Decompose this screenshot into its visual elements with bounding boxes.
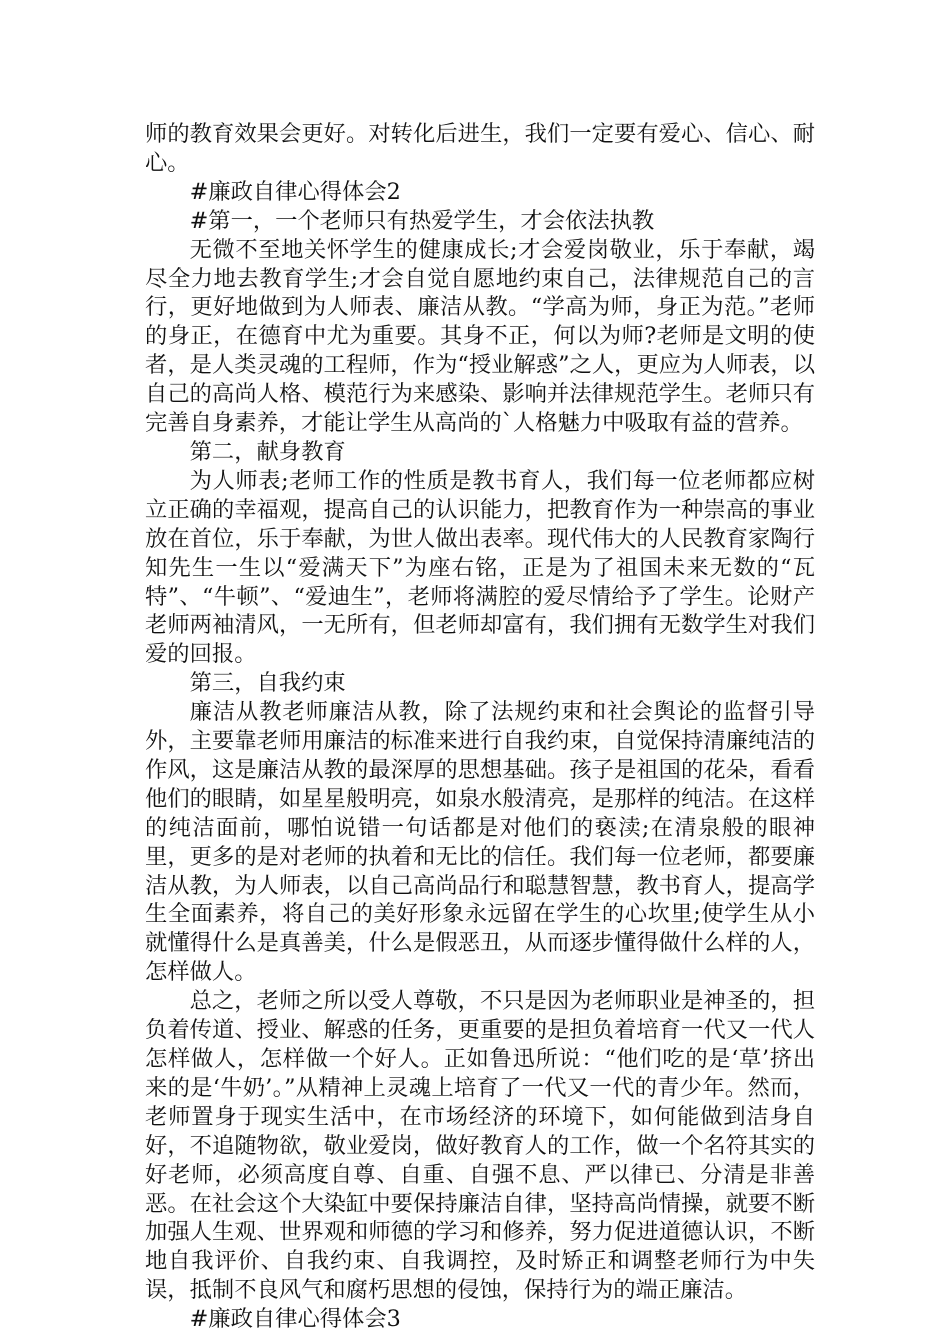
paragraph-body: 无微不至地关怀学生的健康成长;才会爱岗敬业，乐于奉献，竭尽全力地去教育学生;才会自觉自愿地约束自己，法律规范自己的言行，更好地做到为人师表、廉洁从教。“学高为师，身正为范。”老师的身正，在德育中尤为重要。其身不正，何以为师?老师是文明的使者，是人类灵魂的工程师，作为“授业解惑”之人，更应为人师表，以自己的高尚人格、模范行为来感染、影响并法律规范学生。老师只有完善自身素养，才能让学生从高尚的`人格魅力中吸取有益的营养。 <box>145 236 815 437</box>
subheading-third: 第三，自我约束 <box>189 670 346 697</box>
paragraph-body: 廉洁从教老师廉洁从教，除了法规约束和社会舆论的监督引导外，主要靠老师用廉洁的标准来进行自我约束，自觉保持清廉纯洁的作风，这是廉洁从教的最深厚的思想基础。孩子是祖国的花朵，看看他们的眼睛，如星星般明亮，如泉水般清亮，是那样的纯洁。在这样的纯洁面前，哪怕说错一句话都是对他们的亵渎;在清泉般的眼神里，更多的是对老师的执着和无比的信任。我们每一位老师，都要廉洁从教，为人师表，以自己高尚品行和聪慧智慧，教书育人，提高学生全面素养，将自己的美好形象永远留在学生的心坎里;使学生从小就懂得什么是真善美，什么是假恶丑，从而逐步懂得做什么样的人，怎样做人。 <box>145 699 815 986</box>
section-heading-3: #廉政自律心得体会3 <box>189 1306 401 1333</box>
section-heading-2: #廉政自律心得体会2 <box>189 178 401 205</box>
paragraph-continuation: 师的教育效果会更好。对转化后进生，我们一定要有爱心、信心、耐心。 <box>145 121 815 176</box>
subheading-second: 第二，献身教育 <box>189 438 346 465</box>
subheading-first: #第一，一个老师只有热爱学生，才会依法执教 <box>189 207 655 234</box>
paragraph-body: 为人师表;老师工作的性质是教书育人，我们每一位老师都应树立正确的幸福观，提高自己的认识能力，把教育作为一种崇高的事业放在首位，乐于奉献，为世人做出表率。现代伟大的人民教育家陶行知先生一生以“爱满天下”为座右铭，正是为了祖国未来无数的“瓦特”、“牛顿”、“爱迪生”，老师将满腔的爱尽情给予了学生。论财产老师两袖清风，一无所有，但老师却富有，我们拥有无数学生对我们爱的回报。 <box>145 467 815 668</box>
document-body <box>145 120 815 1334</box>
paragraph-conclusion: 总之，老师之所以受人尊敬，不只是因为老师职业是神圣的，担负着传道、授业、解惑的任务，更重要的是担负着培育一代又一代人怎样做人，怎样做一个好人。正如鲁迅所说：“他们吃的是‘草’挤出来的是‘牛奶’。”从精神上灵魂上培育了一代又一代的青少年。然而，老师置身于现实生活中，在市场经济的环境下，如何能做到洁身自好，不追随物欲，敬业爱岗，做好教育人的工作，做一个名符其实的好老师，必须高度自尊、自重、自强不息、严以律已、分清是非善恶。在社会这个大染缸中要保持廉洁自律，坚持高尚情操，就要不断加强人生观、世界观和师德的学习和修养，努力促进道德认识，不断地自我评价、自我约束、自我调控，及时矫正和调整老师行为中失误，抵制不良风气和腐朽思想的侵蚀，保持行为的端正廉洁。 <box>145 988 815 1304</box>
